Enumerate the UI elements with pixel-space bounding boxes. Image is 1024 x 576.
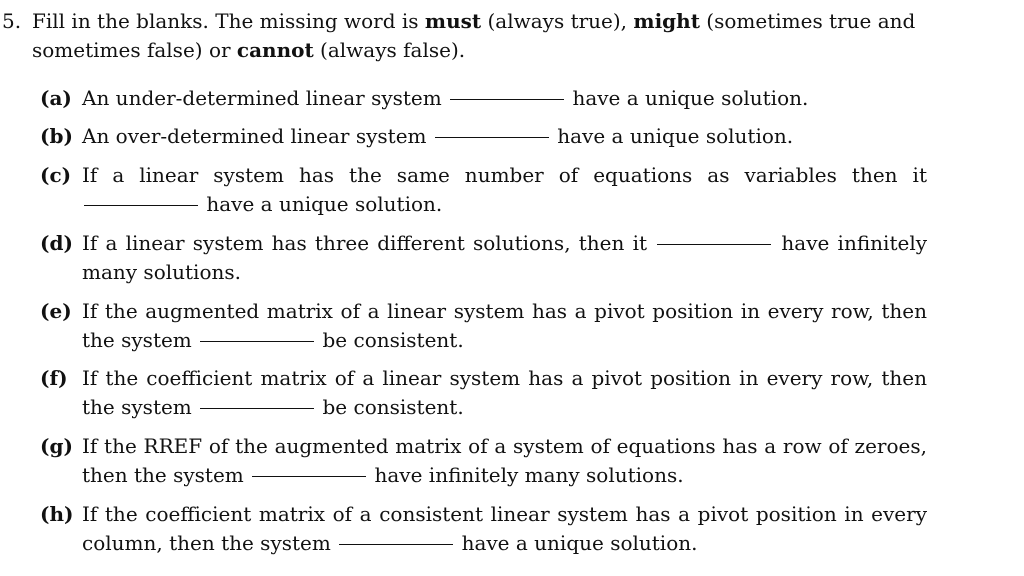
answer-blank[interactable] xyxy=(657,243,771,245)
item-text-before: If the coefficient matrix of a consistent linear system has a pivot position in every column, then the system xyxy=(82,502,927,555)
item-label: (e) xyxy=(40,299,72,323)
item-label: (a) xyxy=(40,86,72,110)
item-text-after: have a unique solution. xyxy=(461,531,698,555)
answer-blank[interactable] xyxy=(84,204,198,206)
keyword-cannot: cannot xyxy=(236,38,314,62)
item-text-before: An under-determined linear system xyxy=(82,86,442,110)
item-text xyxy=(82,84,927,113)
item-label: (h) xyxy=(40,502,74,526)
item-text xyxy=(82,364,927,422)
item-label: (c) xyxy=(40,163,72,187)
item-text xyxy=(82,432,927,490)
intro-part-1: Fill in the blanks. The missing word is xyxy=(32,9,425,33)
item-label: (d) xyxy=(40,231,73,255)
item-label: (f) xyxy=(40,366,68,390)
question-instructions xyxy=(32,7,932,65)
item-text xyxy=(82,500,927,558)
intro-part-4: (always false). xyxy=(313,38,466,62)
item-text xyxy=(82,297,927,355)
item-text-before: If the RREF of the augmented matrix of a system of equations has a row of zeroes, then the system xyxy=(82,434,927,487)
item-text-before: An over-determined linear system xyxy=(82,124,427,148)
item-text-after: have infinitely many solutions. xyxy=(374,463,684,487)
answer-blank[interactable] xyxy=(339,543,453,545)
item-text-after: be consistent. xyxy=(322,395,464,419)
item-text-before: If the coefficient matrix of a linear system has a pivot position in every row, then the system xyxy=(82,366,927,419)
answer-blank[interactable] xyxy=(450,98,564,100)
keyword-must: must xyxy=(424,9,482,33)
intro-part-3: (sometimes true and sometimes false) or xyxy=(32,9,916,62)
item-text xyxy=(82,122,927,151)
item-text-before: If the augmented matrix of a linear system has a pivot position in every row, then the system xyxy=(82,299,927,352)
intro-part-2: (always true), xyxy=(481,9,634,33)
item-label: (g) xyxy=(40,434,73,458)
item-text-before: If a linear system has the same number of equations as variables then it xyxy=(82,163,927,187)
question-number: 5. xyxy=(2,9,22,33)
answer-blank[interactable] xyxy=(252,475,366,477)
item-text-before: If a linear system has three different solutions, then it xyxy=(82,231,648,255)
keyword-might: might xyxy=(633,9,700,33)
item-text-after: have a unique solution. xyxy=(206,192,443,216)
item-text-after: be consistent. xyxy=(322,328,464,352)
item-text xyxy=(82,161,927,219)
answer-blank[interactable] xyxy=(200,340,314,342)
item-text-after: have a unique solution. xyxy=(572,86,809,110)
item-text-after: have a unique solution. xyxy=(557,124,794,148)
answer-blank[interactable] xyxy=(435,136,549,138)
item-text xyxy=(82,229,927,287)
answer-blank[interactable] xyxy=(200,407,314,409)
item-label: (b) xyxy=(40,124,73,148)
item-text-after: have infinitely many solutions. xyxy=(82,231,928,284)
